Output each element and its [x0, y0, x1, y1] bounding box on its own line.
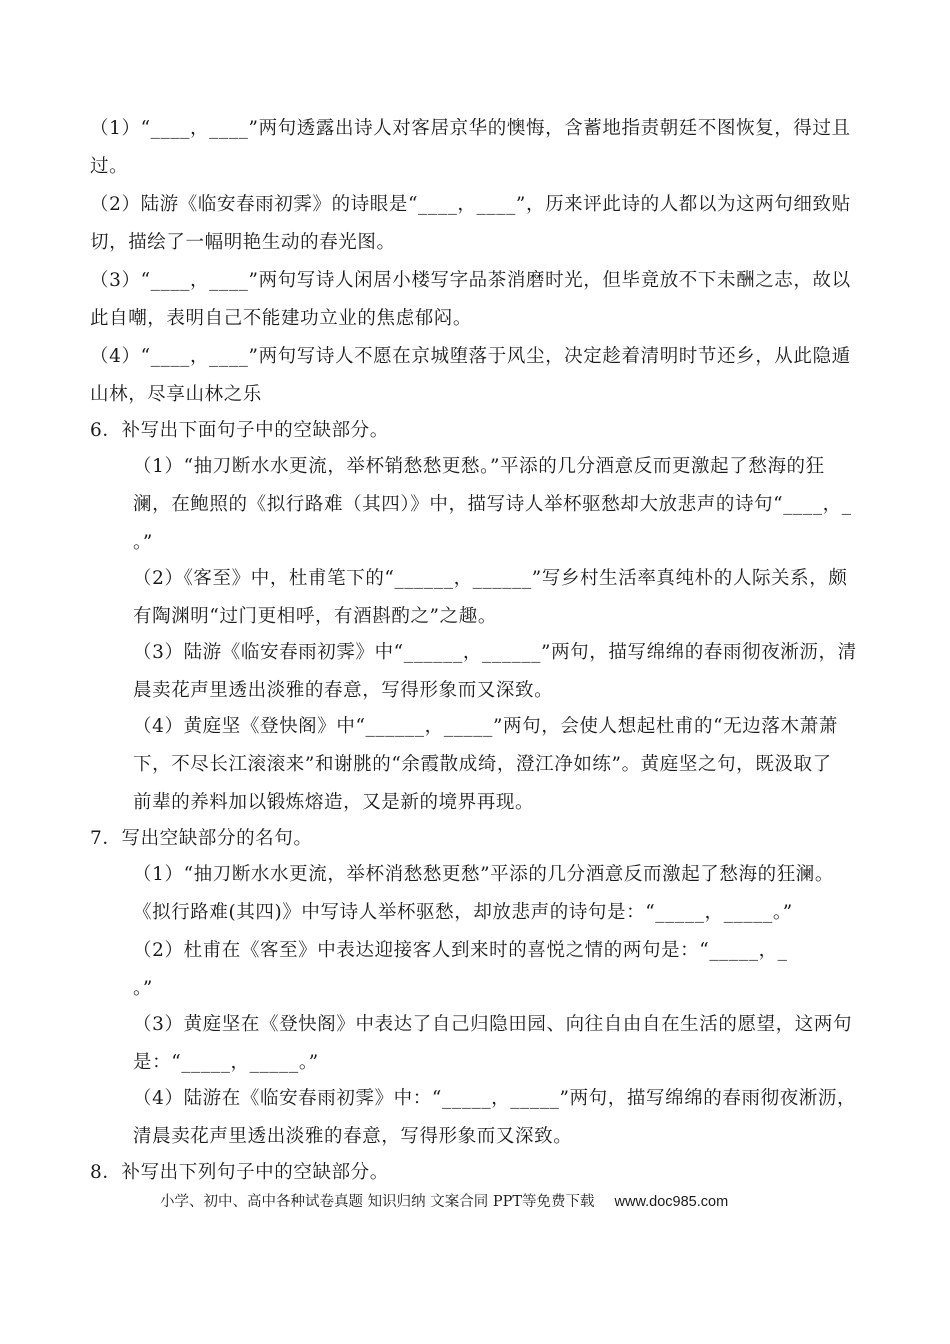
footer-text: 小学、初中、高中各种试卷真题 知识归纳 文案合同 PPT等免费下载 — [160, 1194, 595, 1210]
footer-site-link[interactable]: www.doc985.com — [614, 1194, 729, 1210]
text-line: （4）“____，____”两句写诗人不愿在京城堕落于风尘，决定趁着清明时节还乡，从此隐遁 — [90, 346, 851, 367]
text-line: 切，描绘了一幅明艳生动的春光图。 — [90, 232, 396, 253]
question-heading: 8．补写出下列句子中的空缺部分。 — [90, 1162, 389, 1183]
text-line: （2）陆游《临安春雨初霁》的诗眼是“____，____”，历来评此诗的人都以为这两句细致贴 — [90, 194, 851, 215]
text-line: （3）黄庭坚在《登快阁》中表达了自己归隐田园、向往自由自在生活的愿望，这两句 — [133, 1014, 853, 1035]
text-line: （1）“抽刀断水水更流，举杯销愁愁更愁。”平添的几分酒意反而更激起了愁海的狂 — [133, 456, 825, 477]
text-line: 《拟行路难(其四)》中写诗人举杯驱愁，却放悲声的诗句是：“_____，_____。” — [133, 902, 793, 923]
text-line: （4）黄庭坚《登快阁》中“______，_____”两句，会使人想起杜甫的“无边落木萧萧 — [133, 716, 838, 737]
text-line: （4）陆游在《临安春雨初霁》中：“_____，_____”两句，描写绵绵的春雨彻夜淅沥， — [133, 1088, 857, 1109]
text-line: 前辈的养料加以锻炼熔造，又是新的境界再现。 — [133, 792, 535, 813]
text-line: （1）“抽刀断水水更流，举杯消愁愁更愁”平添的几分酒意反而激起了愁海的狂澜。 — [133, 864, 834, 885]
text-line: 山林，尽享山林之乐 — [90, 384, 262, 405]
text-line: 下，不尽长江滚滚来”和谢朓的“余霞散成绮，澄江净如练”。黄庭坚之句，既汲取了 — [133, 754, 832, 775]
text-line: 晨卖花声里透出淡雅的春意，写得形象而又深致。 — [133, 680, 554, 701]
text-line: 。” — [133, 978, 153, 999]
text-line: （2）杜甫在《客至》中表达迎接客人到来时的喜悦之情的两句是：“_____，_ — [133, 940, 788, 961]
question-heading: 6．补写出下面句子中的空缺部分。 — [90, 420, 389, 441]
text-line: （3）陆游《临安春雨初霁》中“______，______”两句，描写绵绵的春雨彻夜淅沥，清 — [133, 642, 857, 663]
text-line: 过。 — [90, 156, 129, 177]
text-line: 清晨卖花声里透出淡雅的春意，写得形象而又深致。 — [133, 1126, 573, 1147]
text-line: 。” — [133, 532, 153, 553]
text-line: （1）“____，____”两句透露出诗人对客居京华的懊悔，含蓄地指责朝廷不图恢复，得过且 — [90, 118, 851, 139]
text-line: 此自嘲，表明自己不能建功立业的焦虑郁闷。 — [90, 308, 473, 329]
question-heading: 7．写出空缺部分的名句。 — [90, 828, 313, 849]
text-line: （2）《客至》中，杜甫笔下的“______，______”写乡村生活率真纯朴的人际关系，颇 — [133, 568, 848, 589]
text-line: （3）“____，____”两句写诗人闲居小楼写字品茶消磨时光，但毕竟放不下未酬之志，故以 — [90, 270, 851, 291]
text-line: 是：“_____，_____。” — [133, 1052, 319, 1073]
page-footer — [160, 1192, 728, 1212]
text-line: 澜，在鲍照的《拟行路难（其四）》中，描写诗人举杯驱愁却大放悲声的诗句“____，_ — [133, 494, 852, 515]
text-line: 有陶渊明“过门更相呼，有酒斟酌之”之趣。 — [133, 606, 497, 627]
